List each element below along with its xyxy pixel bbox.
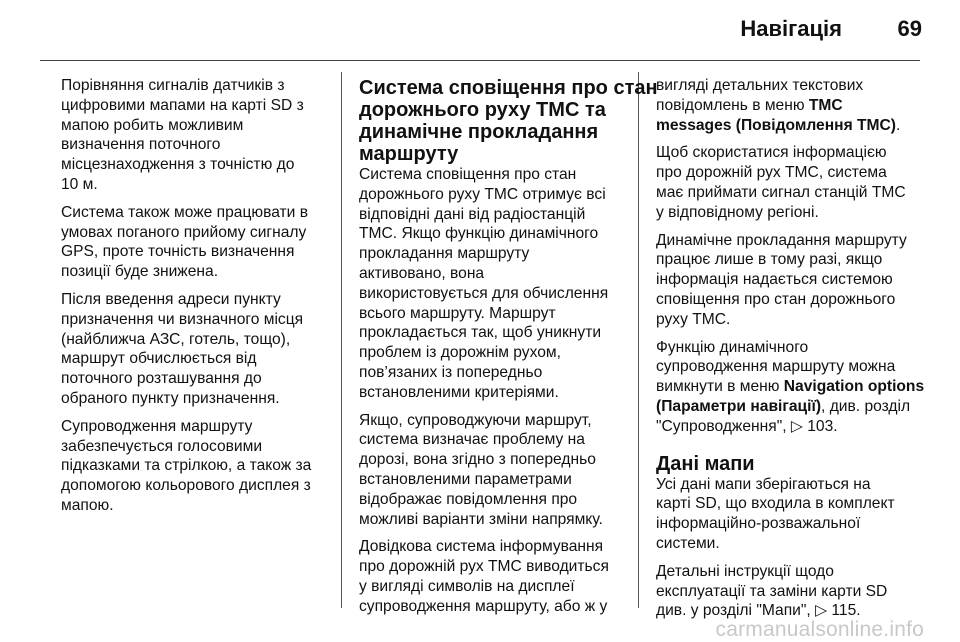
header-title: Навігація <box>740 16 842 41</box>
page-ref-arrow-icon: ▷ <box>815 602 828 620</box>
paragraph: Функцію динамічного супроводження маршруту можна вимкнути в меню Navigation options (Параметри навігації), див. розділ "Супроводження", ▷ 103. <box>656 338 925 435</box>
section-heading-tmc: Система сповіщення про стан дорожнього руху TMC та динамічне прокладання маршруту <box>359 77 658 165</box>
paragraph: вигляді детальних текстових повідомлень в меню TMC messages (Повідомлення TMC). <box>656 77 901 134</box>
paragraph: Довідкова система інформування про дорожній рух TMC виводиться у вигляді символів на дисплеї супроводження маршруту, або ж у <box>359 538 609 615</box>
column-3 <box>656 76 925 629</box>
menu-name-navigation-options: Navigation options <box>783 378 925 396</box>
column-1 <box>61 76 325 524</box>
menu-name-navigation-params: (Параметри навігації) <box>656 397 822 415</box>
paragraph: Динамічне прокладання маршруту працює лише в тому разі, якщо інформація надається системою сповіщення про стан дорожнього руху TMC. <box>656 231 907 328</box>
column-divider-left <box>341 72 342 608</box>
paragraph: Система сповіщення про стан дорожнього руху TMC отримує всі відповідні дані від радіостанцій TMC. Якщо функцію динамічного прокладання маршруту активовано, вона використовується для обчислення всього маршруту. Маршрут прокладається так, щоб уникнути проблем із дорожнім рухом, пов’язаних із попередньо встановленими критеріями. <box>359 166 609 401</box>
paragraph: Усі дані мапи зберігаються на карті SD, що входила в комплект інформаційно-розважальної системи. <box>656 475 895 552</box>
menu-name-tmc-messages: messages (Повідомлення TMC) <box>656 116 896 134</box>
paragraph: Щоб скористатися інформацією про дорожній рух TMC, система має приймати сигнал станцій TMC у відповідному регіоні. <box>656 144 906 221</box>
paragraph: Супроводження маршруту забезпечується голосовими підказками та стрілкою, а також за допомогою кольорового дисплея з мапою. <box>61 417 312 514</box>
header-divider <box>40 60 920 61</box>
section-heading-map-data: Дані мапи <box>656 452 755 475</box>
page-number: 69 <box>897 16 922 41</box>
page-ref: 103. <box>807 417 838 435</box>
column-2 <box>359 76 658 625</box>
watermark: carmanualsonline.info <box>715 618 924 641</box>
menu-name-tmc: TMC <box>808 96 843 114</box>
paragraph: Якщо, супроводжуючи маршрут, система визначає проблему на дорозі, вона згідно з попередньо встановленими параметрами відображає повідомлення про можливі варіанти зміни напрямку. <box>359 411 603 528</box>
paragraph: Система також може працювати в умовах поганого прийому сигналу GPS, проте точність визначення позиції буде знижена. <box>61 203 309 281</box>
paragraph: Детальні інструкції щодо експлуатації та заміни карти SD див. у розділі "Мапи", ▷ 115. <box>656 562 888 620</box>
column-divider-right <box>638 72 639 608</box>
paragraph: Порівняння сигналів датчиків з цифровими мапами на карті SD з мапою робить можливим визначення поточного місцезнаходження з точністю до 10 м. <box>61 77 304 193</box>
paragraph: Після введення адреси пункту призначення чи визначного місця (найближча АЗС, готель, тощо), маршрут обчислюється від поточного розташування до обраного пункту призначення. <box>61 290 304 407</box>
page-ref: 115. <box>831 602 861 620</box>
page-ref-arrow-icon: ▷ <box>790 417 803 435</box>
